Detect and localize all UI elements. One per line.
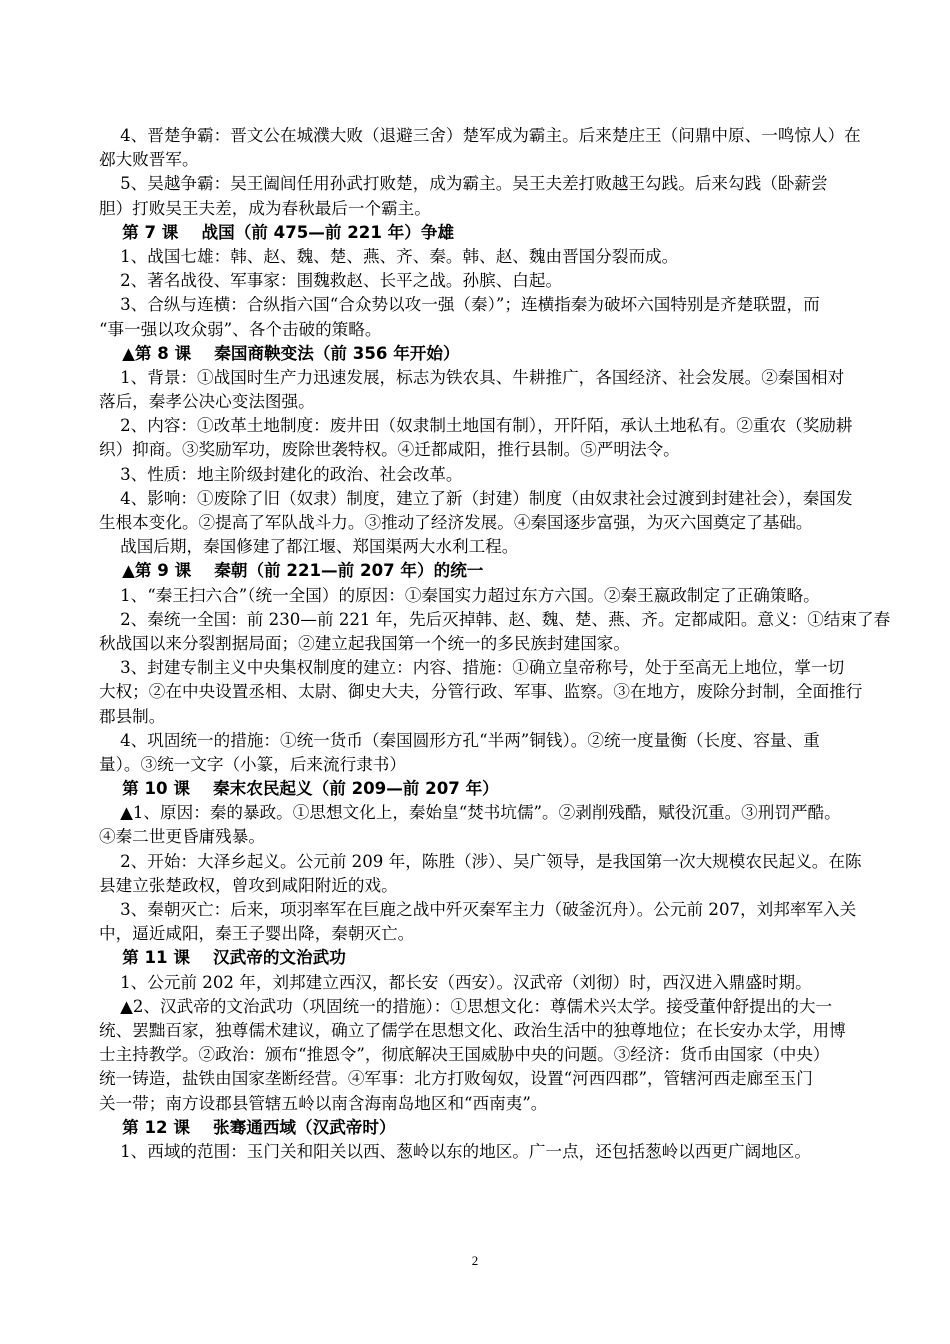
lesson-heading-10: 第 10 课 秦末农民起义（前 209—前 207 年） xyxy=(99,779,499,799)
text-line: 3、性质：地主阶级封建化的政治、社会改革。 xyxy=(99,464,463,484)
text-line: 2、内容：①改革土地制度：废井田（奴隶制土地国有制），开阡陌，承认土地私有。②重农（奖励耕 xyxy=(99,416,853,436)
text-line: 1、公元前 202 年，刘邦建立西汉，都长安（西安）。汉武帝（刘彻）时，西汉进入鼎盛时期。 xyxy=(99,972,812,992)
lesson-heading-8: ▲第 8 课 秦国商鞅变法（前 356 年开始） xyxy=(99,343,460,363)
text-line: 量）。③统一文字（小篆，后来流行隶书） xyxy=(99,754,406,774)
text-line: 关一带；南方设郡县管辖五岭以南含海南岛地区和“西南夷”。 xyxy=(99,1093,548,1113)
text-line: 胆）打败吴王夫差，成为春秋最后一个霸主。 xyxy=(99,198,431,218)
text-line: 县建立张楚政权，曾攻到咸阳附近的戏。 xyxy=(99,875,398,895)
text-line: 4、巩固统一的措施：①统一货币（秦国圆形方孔“半两”铜钱）。②统一度量衡（长度、容量、重 xyxy=(99,730,820,750)
text-line: 1、西域的范围：玉门关和阳关以西、葱岭以东的地区。广一点，还包括葱岭以西更广阔地区。 xyxy=(99,1141,811,1161)
text-line: 战国后期，秦国修建了都江堰、郑国渠两大水利工程。 xyxy=(99,537,519,557)
text-line: ▲1、原因：秦的暴政。①思想文化上，秦始皇“焚书坑儒”。②剥削残酷，赋役沉重。③刑罚严酷。 xyxy=(99,803,841,823)
text-line: 中，逼近咸阳，秦王子婴出降，秦朝灭亡。 xyxy=(99,924,415,944)
text-line: 2、开始：大泽乡起义。公元前 209 年，陈胜（涉）、吴广领导，是我国第一次大规模农民起义。在陈 xyxy=(99,851,862,871)
text-line: 4、晋楚争霸：晋文公在城濮大败（退避三舍）楚军成为霸主。后来楚庄王（问鼎中原、一鸣惊人）在 xyxy=(99,126,861,145)
text-line: ④秦二世更昏庸残暴。 xyxy=(99,827,265,847)
text-line: 统、罢黜百家，独尊儒术建议，确立了儒学在思想文化、政治生活中的独尊地位；在长安办太学，用博 xyxy=(99,1020,846,1040)
text-line: 邲大败晋军。 xyxy=(99,150,199,170)
text-line: 郡县制。 xyxy=(99,706,166,726)
text-line: 5、吴越争霸：吴王阖闾任用孙武打败楚，成为霸主。吴王夫差打败越王勾践。后来勾践（卧薪尝 xyxy=(99,174,828,194)
text-line: 大权；②在中央设置丞相、太尉、御史大夫，分管行政、军事、监察。③在地方，废除分封制，全面推行 xyxy=(99,682,863,702)
page-number: 2 xyxy=(471,1253,479,1268)
text-line: 2、著名战役、军事家：围魏救赵、长平之战。孙膑、白起。 xyxy=(99,271,563,291)
text-line: 织）抑商。③奖励军功，废除世袭特权。④迁都咸阳，推行县制。⑤严明法令。 xyxy=(99,440,680,460)
text-line: 3、秦朝灭亡：后来，项羽率军在巨鹿之战中歼灭秦军主力（破釜沉舟）。公元前 207，刘邦率军入关 xyxy=(99,900,857,919)
text-line: 2、秦统一全国：前 230—前 221 年，先后灭掉韩、赵、魏、楚、燕、齐。定都咸阳。意义：①结束了春 xyxy=(99,609,891,629)
text-line: 1、战国七雄：韩、赵、魏、楚、燕、齐、秦。韩、赵、魏由晋国分裂而成。 xyxy=(99,246,679,266)
text-line: 3、封建专制主义中央集权制度的建立：内容、措施：①确立皇帝称号，处于至高无上地位，掌一切 xyxy=(99,658,845,678)
text-line: 秋战国以来分裂割据局面；②建立起我国第一个统一的多民族封建国家。 xyxy=(99,633,630,653)
text-line: 落后，秦孝公决心变法图强。 xyxy=(99,392,315,412)
text-line: 士主持教学。②政治：颁布“推恩令”，彻底解决王国威胁中央的问题。③经济：货币由国家（中央） xyxy=(99,1045,830,1065)
lesson-heading-11: 第 11 课 汉武帝的文治武功 xyxy=(99,948,346,968)
text-line: 4、影响：①废除了旧（奴隶）制度，建立了新（封建）制度（由奴隶社会过渡到封建社会），秦国发 xyxy=(99,488,853,508)
text-line: 3、合纵与连横：合纵指六国“合众势以攻一强（秦）”；连横指秦为破坏六国特别是齐楚联盟，而 xyxy=(99,295,820,315)
text-line: “事一强以攻众弱”、各个击破的策略。 xyxy=(99,319,382,339)
text-line: 生根本变化。②提高了军队战斗力。③推动了经济发展。④秦国逐步富强，为灭六国奠定了基础。 xyxy=(99,513,813,532)
text-line: 1、“秦王扫六合”（统一全国）的原因：①秦国实力超过东方六国。②秦王嬴政制定了正确策略。 xyxy=(99,585,820,605)
text-line: 统一铸造，盐铁由国家垄断经营。④军事：北方打败匈奴，设置“河西四郡”，管辖河西走廊至玉门 xyxy=(99,1069,813,1089)
lesson-heading-9: ▲第 9 课 秦朝（前 221—前 207 年）的统一 xyxy=(99,561,484,581)
text-line: ▲2、汉武帝的文治武功（巩固统一的措施）：①思想文化：尊儒术兴太学。接受董仲舒提出的大一 xyxy=(99,996,833,1016)
document-body xyxy=(99,124,891,1164)
lesson-heading-12: 第 12 课 张骞通西域（汉武帝时） xyxy=(99,1117,396,1137)
lesson-heading-7: 第 7 课 战国（前 475—前 221 年）争雄 xyxy=(99,222,455,242)
text-line: 1、背景：①战国时生产力迅速发展，标志为铁农具、牛耕推广，各国经济、社会发展。②秦国相对 xyxy=(99,367,845,387)
